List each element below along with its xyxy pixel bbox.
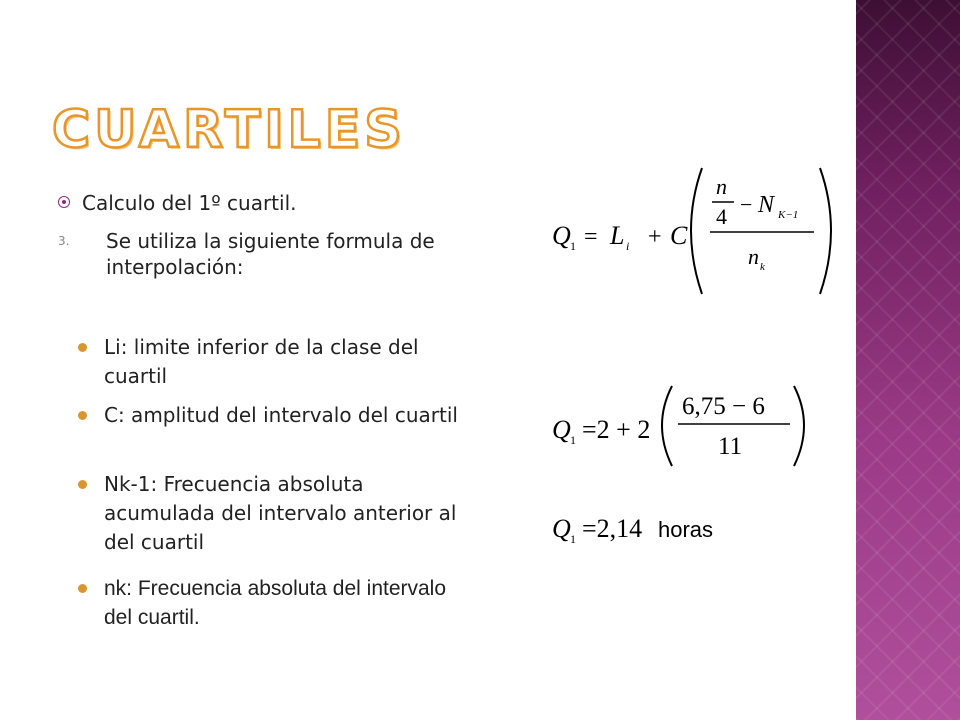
result-q-sub: 1	[570, 532, 576, 546]
applied-q-sub: 1	[570, 433, 576, 447]
left-paren-icon	[691, 168, 702, 294]
result-q: Q	[552, 514, 571, 543]
definition-nk-1: Nk-1: Frecuencia absoluta acumulada del intervalo anterior al del cuartil	[104, 472, 457, 554]
list-number: 3.	[58, 234, 70, 248]
result-value: =2,14	[582, 514, 643, 543]
formula-l: L	[610, 221, 625, 250]
formula-nk1-sub: K−1	[778, 209, 799, 221]
formula-q: Q	[552, 221, 571, 250]
point-formula-intro: Se utiliza la siguiente formula de interpolación:	[106, 229, 435, 279]
dot-bullet-icon	[78, 584, 87, 593]
applied-left-paren-icon	[662, 386, 672, 466]
formula-general-svg	[552, 160, 842, 300]
applied-expr: =2 + 2	[582, 415, 651, 444]
formula-plus: +	[648, 224, 662, 250]
formula-result	[552, 505, 772, 555]
dot-bullet-icon	[78, 343, 87, 352]
dot-bullet-icon	[78, 411, 87, 420]
point-calculo: Calculo del 1º cuartil.	[82, 191, 297, 215]
formula-n: n	[716, 174, 727, 199]
formula-nk1: N	[758, 192, 775, 218]
result-unit: horas	[658, 517, 714, 542]
formula-result-svg	[552, 505, 772, 555]
dot-bullet-icon	[78, 480, 87, 489]
applied-q: Q	[552, 415, 571, 444]
applied-numerator: 6,75 − 6	[682, 393, 765, 420]
definition-c: C: amplitud del intervalo del cuartil	[104, 403, 458, 427]
definition-nk: nk: Frecuencia absoluta del intervalo del cuartil.	[104, 577, 447, 629]
right-paren-icon	[820, 168, 831, 294]
formula-general	[552, 160, 842, 300]
formula-q-sub: 1	[570, 239, 576, 253]
definition-li: Li: limite inferior de la clase del cuartil	[104, 335, 419, 388]
circle-bullet-icon	[58, 196, 70, 208]
formula-c: C	[670, 221, 688, 250]
decorative-sidebar	[856, 0, 960, 720]
slide-title: CUARTILES	[52, 100, 406, 160]
applied-denominator: 11	[718, 433, 743, 460]
formula-applied	[552, 380, 822, 470]
formula-equals: =	[584, 224, 598, 250]
formula-minus: −	[740, 192, 753, 217]
formula-nk-sub: k	[760, 261, 765, 273]
formula-four: 4	[716, 204, 727, 229]
applied-right-paren-icon	[794, 386, 804, 466]
formula-l-sub: i	[626, 239, 630, 253]
formula-nk: n	[748, 244, 759, 269]
formula-applied-svg	[552, 380, 822, 470]
